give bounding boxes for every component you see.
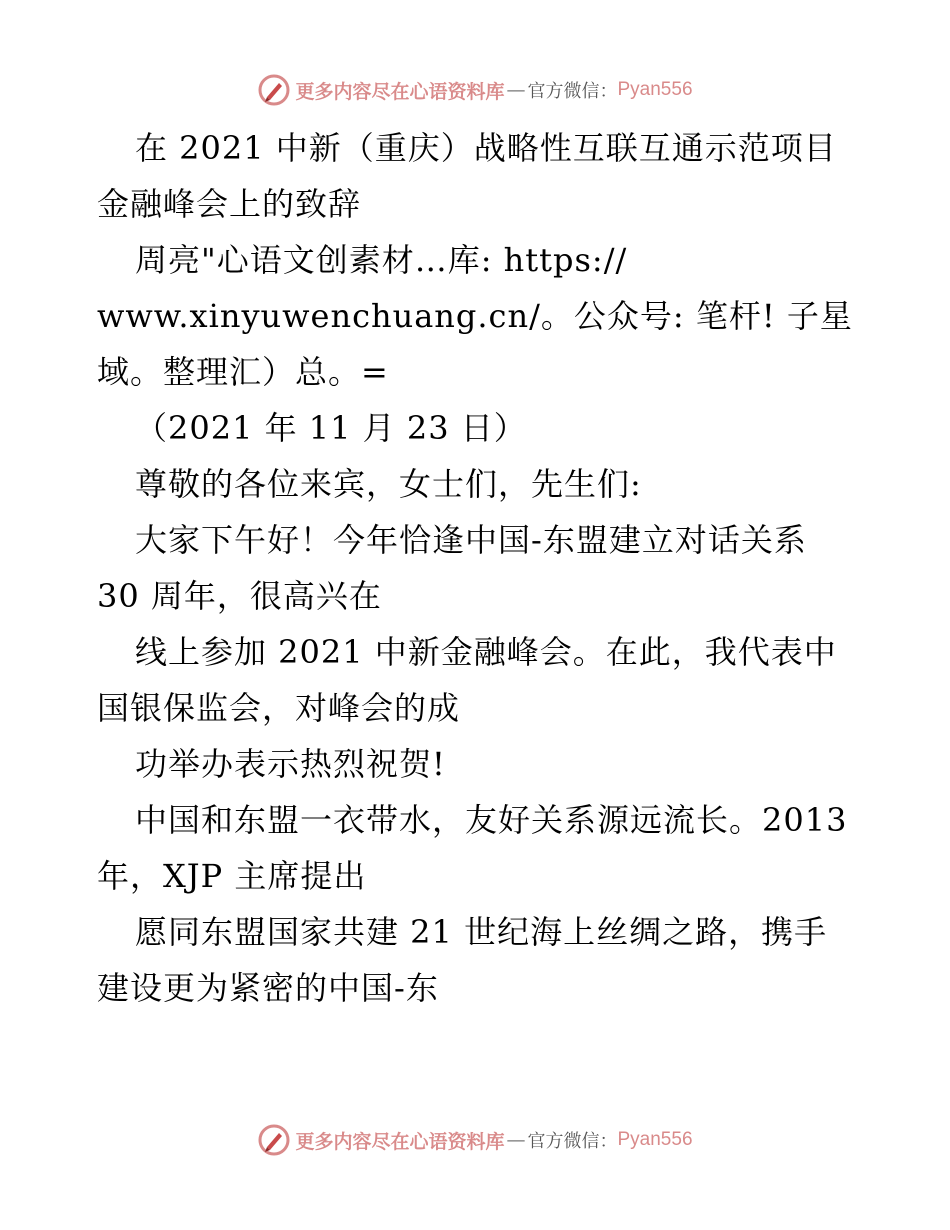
header-watermark <box>0 70 950 110</box>
date-line: （2021 年 11 月 23 日） <box>135 409 527 447</box>
watermark-wechat-id: Pyan556 <box>617 79 693 100</box>
footer-watermark <box>0 1120 950 1160</box>
text-line: 周亮"心语文创素材…库: https:// <box>135 241 628 279</box>
watermark-text: 更多内容尽在心语资料库 <box>295 1130 505 1153</box>
text-line: 在 2021 中新（重庆）战略性互联互通示范项目 <box>135 129 837 167</box>
text-line: 国银保监会，对峰会的成 <box>97 689 461 727</box>
watermark-dash: — <box>506 79 526 101</box>
pen-logo-icon <box>257 1123 291 1157</box>
pen-logo-icon <box>257 73 291 107</box>
text-line: 尊敬的各位来宾，女士们，先生们: <box>135 465 642 503</box>
watermark-text: 更多内容尽在心语资料库 <box>295 80 505 103</box>
text-line: 线上参加 2021 中新金融峰会。在此，我代表中 <box>135 633 837 671</box>
text-line: 年，XJP 主席提出 <box>97 857 367 895</box>
text-line: 30 周年，很高兴在 <box>97 577 382 615</box>
text-line: 愿同东盟国家共建 21 世纪海上丝绸之路，携手 <box>135 913 828 951</box>
watermark-wechat-id: Pyan556 <box>617 1129 693 1150</box>
text-line: 中国和东盟一衣带水，友好关系源远流长。2013 <box>135 801 848 839</box>
text-line: 金融峰会上的致辞 <box>97 185 362 223</box>
watermark-label: 官方微信： <box>527 1131 618 1152</box>
document-body <box>97 120 857 1016</box>
text-line: 功举办表示热烈祝贺! <box>135 745 446 783</box>
text-line: 域。整理汇）总。= <box>97 353 389 391</box>
watermark-label: 官方微信： <box>527 81 618 102</box>
watermark-dash: — <box>506 1129 526 1151</box>
text-line: 大家下午好！今年恰逢中国-东盟建立对话关系 <box>135 521 807 559</box>
text-line: 建设更为紧密的中国-东 <box>97 969 439 1007</box>
text-line: www.xinyuwenchuang.cn/。公众号: 笔杆! 子星 <box>97 297 853 335</box>
